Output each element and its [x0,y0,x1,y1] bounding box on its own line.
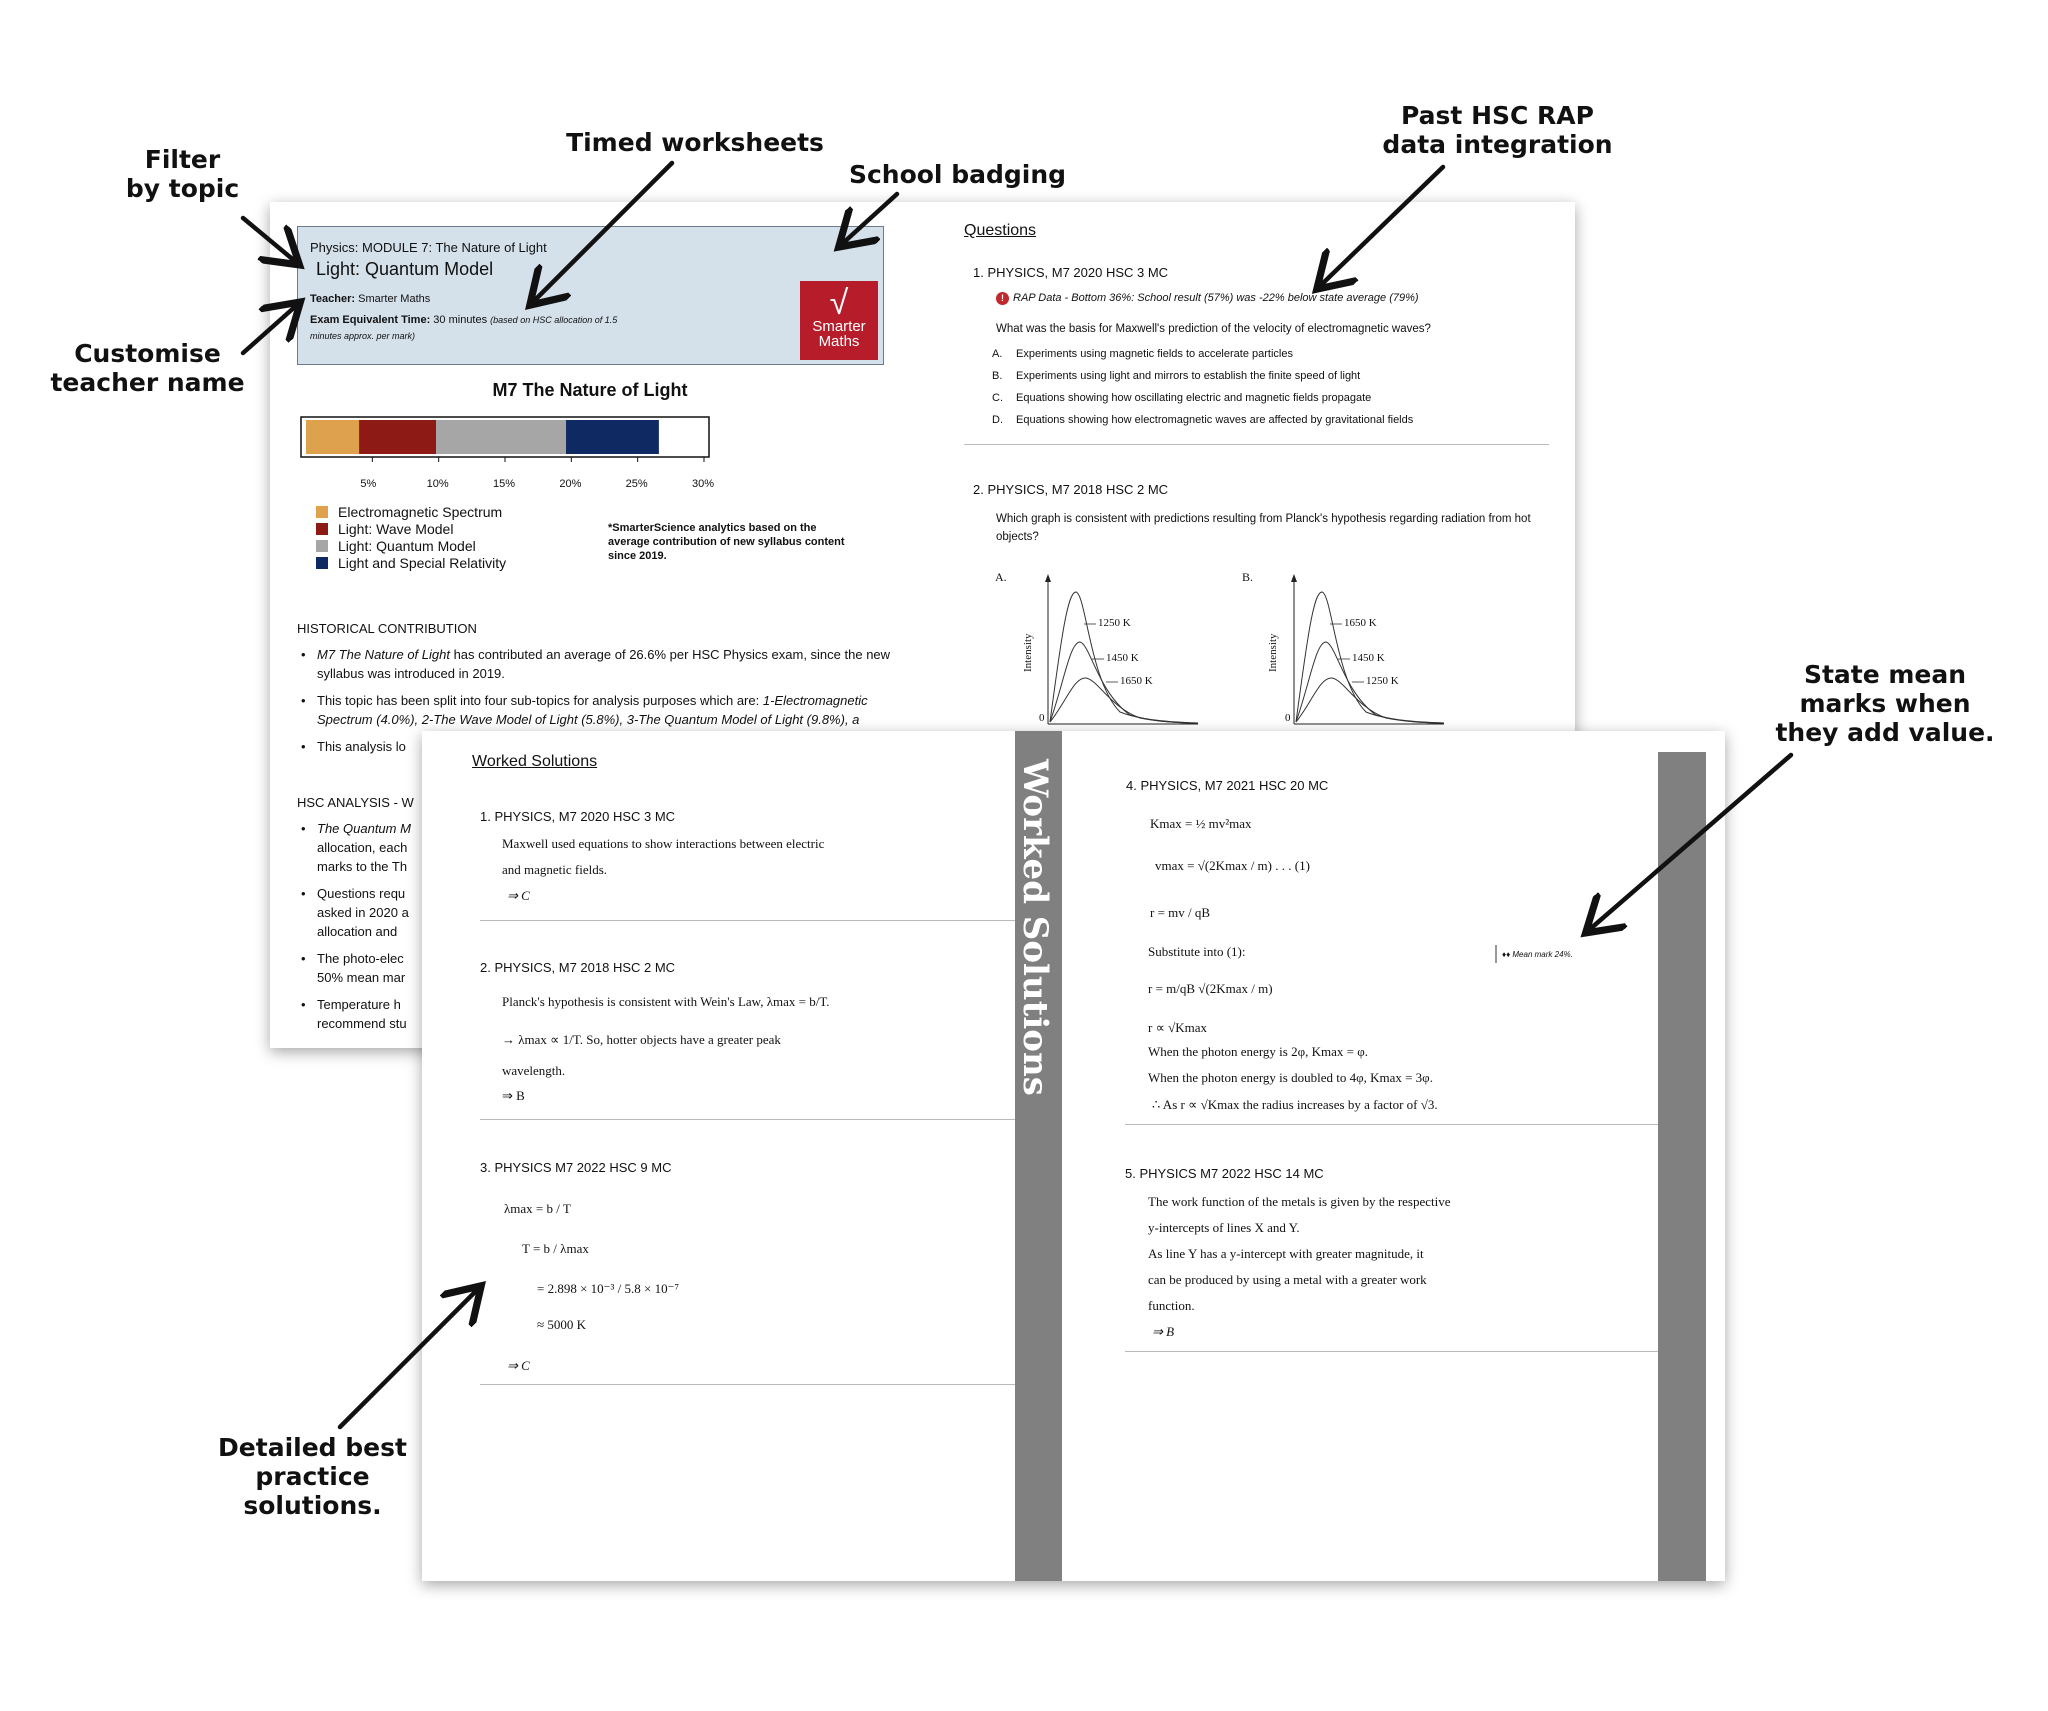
hsc-analysis-heading: HSC ANALYSIS - W [297,795,414,810]
module-label: Physics: MODULE 7: The Nature of Light [310,240,547,255]
s5-line-5: function. [1148,1298,1195,1313]
s4-eq-8: When the photon energy is doubled to 4φ, Kmax = 3φ. [1148,1070,1433,1085]
s5-line-4: can be produced by using a metal with a greater work [1148,1272,1427,1287]
arrow-rap [1320,167,1443,286]
s2-line-1: Planck's hypothesis is consistent with Wein's Law, λmax = b/T. [502,994,830,1009]
s3-answer: ⇒ C [507,1358,530,1373]
graph-a-label: A. [995,570,1007,584]
s5-title: 5. PHYSICS M7 2022 HSC 14 MC [1125,1166,1324,1181]
logo-check-icon: √ [829,284,849,322]
graph-a-curve-2-label: 1450 K [1106,652,1139,664]
worked-heading: Worked Solutions [472,753,598,770]
hsc-bullet-3-line-2: 50% mean mar [317,970,406,985]
arrow-solutions [340,1289,478,1427]
q1-rap-text: RAP Data - Bottom 36%: School result (57%) was -22% below state average (79%) [1013,292,1419,304]
s4-eq-9: ∴ As r ∝ √Kmax the radius increases by a factor of √3. [1152,1097,1438,1112]
arrow-filter [243,218,296,262]
logo-text-1: Smarter [812,318,866,335]
s3-eq-3: = 2.898 × 10⁻³ / 5.8 × 10⁻⁷ [537,1281,680,1296]
q1-text: What was the basis for Maxwell's prediction of the velocity of electromagnetic waves? [996,323,1431,335]
graph-b-curve-2-label: 1450 K [1352,652,1385,664]
graph-b-label: B. [1242,570,1254,584]
graph-b-curve-3-label: 1250 K [1366,675,1399,687]
exam-time-label: Exam Equivalent Time: [310,314,431,326]
option-text: Experiments using magnetic fields to accelerate particles [1016,348,1293,360]
s2-line-2: → λmax ∝ 1/T. So, hotter objects have a greater peak [502,1032,781,1047]
x-tick-label: 20% [559,478,582,490]
callout-filter-by-topic: Filter by topic [125,145,240,203]
option-text: Equations showing how oscillating electric and magnetic fields propagate [1016,392,1372,404]
option-letter: A. [992,348,1003,360]
option-letter: B. [992,370,1003,382]
teacher-label: Teacher: [310,293,356,305]
graph-a-ylabel: Intensity [1022,633,1034,672]
arrow-state-mean [1589,755,1791,930]
x-tick-label: 10% [426,478,449,490]
s4-eq-3: r = mv / qB [1150,905,1211,920]
arrow-badging [842,194,897,244]
exam-time-value: 30 minutes [433,314,488,326]
s3-eq-4: ≈ 5000 K [537,1317,587,1332]
s4-eq-2: vmax = √(2Kmax / m) . . . (1) [1155,858,1310,873]
graph-a-curve-3-label: 1650 K [1120,675,1153,687]
chart-title: M7 The Nature of Light [492,380,688,400]
topic-name-emph: M7 The Nature of Light [317,647,450,662]
exam-time-note: (based on HSC allocation of 1.5 minutes approx. per mark) [310,315,618,341]
hsc-bullet-1-line-3: marks to the Th [317,859,408,874]
option-letter: D. [992,414,1003,426]
s3-eq-2: T = b / λmax [522,1241,589,1256]
historical-bullet-2-emph: 1-Electromagnetic Spectrum (4.0%), 2-The Wave Model of Light (5.8%), 3-The Quantum Model of Light (9.8%), a [317,693,868,727]
q2-text: Which graph is consistent with predictions resulting from Planck's hypothesis regarding radiation from hot objects? [996,513,1531,543]
questions-heading: Questions [964,222,1037,239]
hsc-bullet-4-line-1: Temperature h [317,997,401,1012]
callout-state-mean: State mean marks when they add value. [1775,660,1995,747]
worked-solutions-band-label: Worked Solutions [1015,759,1055,1096]
option-text: Experiments using light and mirrors to establish the finite speed of light [1016,370,1361,382]
x-tick-label: 30% [692,478,715,490]
historical-bullet-1-text: has contributed an average of 26.6% per HSC Physics exam, since the new syllabus was introduced in 2019. [317,647,891,681]
x-tick-label: 25% [625,478,648,490]
legend-label: Light: Wave Model [338,521,454,537]
s3-eq-1: λmax = b / T [504,1201,571,1216]
legend-label: Electromagnetic Spectrum [338,504,503,520]
teacher-name: Smarter Maths [358,293,431,305]
s4-title: 4. PHYSICS, M7 2021 HSC 20 MC [1126,778,1329,793]
s2-title: 2. PHYSICS, M7 2018 HSC 2 MC [480,960,676,975]
callout-rap-data: Past HSC RAP data integration [1382,101,1613,159]
option-letter: C. [992,392,1003,404]
s4-eq-5: r = m/qB √(2Kmax / m) [1148,981,1273,996]
arrow-teacher [243,305,297,353]
hsc-bullet-1-line-2: allocation, each [317,840,408,855]
info-icon: ! [996,292,1009,305]
callout-solutions: Detailed best practice solutions. [218,1433,407,1520]
callout-school-badging: School badging [848,160,1067,189]
hsc-bullet-3-line-1: The photo-elec [317,951,404,966]
s4-eq-7: When the photon energy is 2φ, Kmax = φ. [1148,1044,1368,1059]
s4-eq-4: Substitute into (1): [1148,944,1246,959]
chart-note: *SmarterScience analytics based on the average contribution of new syllabus content since 2019. [608,522,845,562]
s4-eq-1: Kmax = ½ mv²max [1150,816,1252,831]
hsc-bullet-2-line-3: allocation and [317,924,398,939]
x-tick-label: 15% [493,478,516,490]
legend-label: Light: Quantum Model [338,538,476,554]
arrow-timed [533,163,672,302]
hsc-bullet-1-line-1: The Quantum M [317,821,411,836]
q1-title: 1. PHYSICS, M7 2020 HSC 3 MC [973,265,1169,280]
legend-label: Light and Special Relativity [338,555,507,571]
mean-mark-note: ♦♦ Mean mark 24%. [1502,950,1573,959]
s2-answer: ⇒ B [502,1088,525,1103]
option-text: Equations showing how electromagnetic waves are affected by gravitational fields [1016,414,1414,426]
s5-line-3: As line Y has a y-intercept with greater magnitude, it [1148,1246,1424,1261]
graph-b-ylabel: Intensity [1267,633,1279,672]
s1-answer: ⇒ C [507,888,530,903]
historical-heading: HISTORICAL CONTRIBUTION [297,621,477,636]
s1-line-1: Maxwell used equations to show interactions between electric [502,836,825,851]
logo-text-2: Maths [818,333,860,350]
graph-b-curve-1-label: 1650 K [1344,617,1377,629]
hsc-bullet-2-line-2: asked in 2020 a [317,905,409,920]
s1-title: 1. PHYSICS, M7 2020 HSC 3 MC [480,809,676,824]
s4-eq-6: r ∝ √Kmax [1148,1020,1208,1035]
topic-title: Light: Quantum Model [316,259,494,279]
graph-b-origin: 0 [1285,712,1291,724]
hsc-bullet-2-line-1: Questions requ [317,886,406,901]
graph-a-curve-1-label: 1250 K [1098,617,1131,629]
callout-teacher-name: Customise teacher name [50,339,245,397]
historical-bullet-3-text: This analysis lo [317,739,406,754]
graph-a-origin: 0 [1039,712,1045,724]
s2-line-3: wavelength. [502,1063,566,1078]
q2-title: 2. PHYSICS, M7 2018 HSC 2 MC [973,482,1169,497]
s5-line-2: y-intercepts of lines X and Y. [1148,1220,1300,1235]
s3-title: 3. PHYSICS M7 2022 HSC 9 MC [480,1160,672,1175]
hsc-bullet-4-line-2: recommend stu [317,1016,407,1031]
s5-line-1: The work function of the metals is given by the respective [1148,1194,1451,1209]
callout-timed-worksheets: Timed worksheets [566,128,824,157]
s1-line-2: and magnetic fields. [502,862,608,877]
x-tick-label: 5% [360,478,377,490]
s5-answer: ⇒ B [1152,1324,1175,1339]
historical-bullet-2-text: This topic has been split into four sub-topics for analysis purposes which are: [317,693,763,708]
